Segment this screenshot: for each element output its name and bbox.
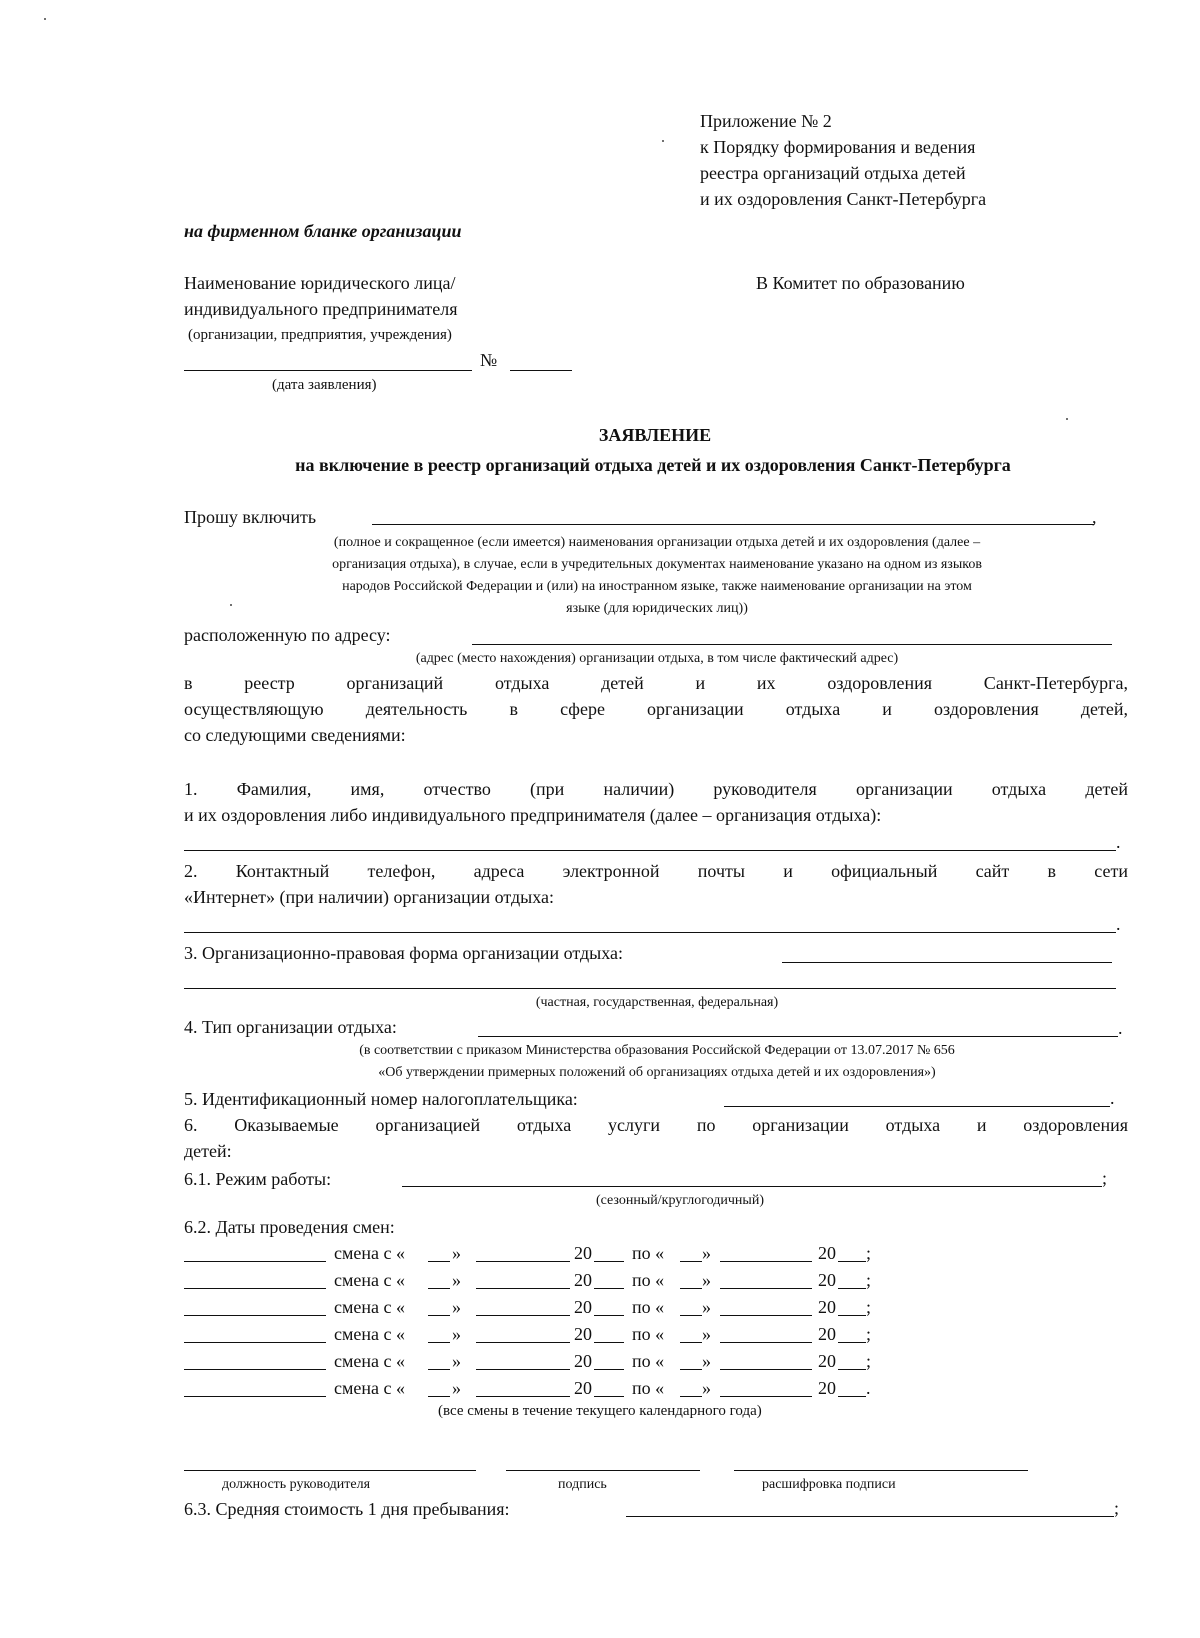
shift-end-year-line bbox=[838, 1342, 866, 1343]
item-6-3-label: 6.3. Средняя стоимость 1 дня пребывания: bbox=[184, 1499, 510, 1519]
scan-speck bbox=[44, 18, 46, 20]
item-6-1-semicolon: ; bbox=[1102, 1168, 1108, 1188]
item-4-label: 4. Тип организации отдыха: bbox=[184, 1017, 397, 1037]
shift-end-year-line bbox=[838, 1369, 866, 1370]
shift-name-line bbox=[184, 1315, 326, 1316]
shift-end-punct: ; bbox=[866, 1243, 872, 1263]
shift-start-month-line bbox=[476, 1369, 570, 1370]
shift-start-year: 20 bbox=[574, 1297, 592, 1317]
shift-to-label: по « bbox=[632, 1351, 665, 1371]
number-sign: № bbox=[480, 350, 498, 370]
shift-caption: (все смены в течение текущего календарного года) bbox=[438, 1403, 762, 1419]
shift-quote-close: » bbox=[702, 1270, 711, 1290]
item-5-field-line bbox=[724, 1106, 1110, 1107]
item-1-line-1: 1. Фамилия, имя, отчество (при наличии) руководителя организации отдыха детей bbox=[184, 779, 1128, 799]
date-caption: (дата заявления) bbox=[272, 377, 377, 393]
address-lead: расположенную по адресу: bbox=[184, 625, 391, 645]
number-field-line bbox=[510, 370, 572, 371]
item-6-line-2: детей: bbox=[184, 1141, 232, 1161]
shift-start-year-line bbox=[594, 1342, 624, 1343]
shift-from-label: смена с « bbox=[334, 1270, 405, 1290]
shift-quote-close: » bbox=[452, 1270, 461, 1290]
item-3-field-line-1 bbox=[782, 962, 1112, 963]
shift-end-month-line bbox=[720, 1396, 812, 1397]
signature-caption: подпись bbox=[558, 1477, 607, 1492]
item-4-field-line bbox=[478, 1036, 1118, 1037]
decode-caption: расшифровка подписи bbox=[762, 1477, 896, 1492]
shift-end-month-line bbox=[720, 1342, 812, 1343]
item-6-3-field-line bbox=[626, 1516, 1114, 1517]
shift-name-line bbox=[184, 1396, 326, 1397]
shift-start-month-line bbox=[476, 1396, 570, 1397]
item-2-period: . bbox=[1116, 914, 1121, 934]
request-note-4: языке (для юридических лиц)) bbox=[566, 601, 748, 616]
shift-end-year-line bbox=[838, 1396, 866, 1397]
annex-line-1: Приложение № 2 bbox=[700, 111, 832, 131]
annex-line-4: и их оздоровления Санкт-Петербурга bbox=[700, 189, 987, 209]
scan-speck bbox=[662, 140, 664, 142]
request-comma: , bbox=[1092, 507, 1097, 527]
item-4-note-1: (в соответствии с приказом Министерства образования Российской Федерации от 13.07.2017 № 656 bbox=[359, 1043, 955, 1058]
shift-quote-close: » bbox=[452, 1324, 461, 1344]
shift-start-day-line bbox=[428, 1315, 450, 1316]
shift-start-day-line bbox=[428, 1369, 450, 1370]
item-2-line-1: 2. Контактный телефон, адреса электронной почты и официальный сайт в сети bbox=[184, 861, 1128, 881]
date-field-line bbox=[184, 370, 472, 371]
decode-line bbox=[734, 1470, 1028, 1471]
shift-from-label: смена с « bbox=[334, 1378, 405, 1398]
shift-end-day-line bbox=[680, 1396, 702, 1397]
shift-quote-close: » bbox=[702, 1378, 711, 1398]
shift-quote-close: » bbox=[702, 1297, 711, 1317]
letterhead-note: на фирменном бланке организации bbox=[184, 221, 462, 241]
shift-end-day-line bbox=[680, 1315, 702, 1316]
shift-start-day-line bbox=[428, 1288, 450, 1289]
position-line bbox=[184, 1470, 476, 1471]
shift-end-day-line bbox=[680, 1288, 702, 1289]
shift-start-year-line bbox=[594, 1315, 624, 1316]
item-2-field-line bbox=[184, 932, 1116, 933]
shift-start-year-line bbox=[594, 1396, 624, 1397]
addressee: В Комитет по образованию bbox=[756, 273, 965, 293]
item-5-label: 5. Идентификационный номер налогоплательщика: bbox=[184, 1089, 578, 1109]
applicant-line-2: индивидуального предпринимателя bbox=[184, 299, 458, 319]
shift-end-year-line bbox=[838, 1261, 866, 1262]
shift-end-year-line bbox=[838, 1288, 866, 1289]
shift-start-month-line bbox=[476, 1261, 570, 1262]
item-6-3-semicolon: ; bbox=[1114, 1498, 1120, 1518]
item-5-period: . bbox=[1110, 1088, 1115, 1108]
shift-end-year: 20 bbox=[818, 1270, 836, 1290]
signature-line bbox=[506, 1470, 700, 1471]
shift-start-year-line bbox=[594, 1288, 624, 1289]
item-3-label: 3. Организационно-правовая форма организации отдыха: bbox=[184, 943, 623, 963]
shift-end-year: 20 bbox=[818, 1243, 836, 1263]
shift-start-year: 20 bbox=[574, 1378, 592, 1398]
shift-start-year: 20 bbox=[574, 1270, 592, 1290]
shift-quote-close: » bbox=[452, 1378, 461, 1398]
shift-to-label: по « bbox=[632, 1324, 665, 1344]
shift-name-line bbox=[184, 1288, 326, 1289]
shift-end-year-line bbox=[838, 1315, 866, 1316]
shift-start-year-line bbox=[594, 1369, 624, 1370]
shift-start-year: 20 bbox=[574, 1351, 592, 1371]
position-caption: должность руководителя bbox=[222, 1477, 371, 1492]
shift-end-punct: ; bbox=[866, 1297, 872, 1317]
request-lead: Прошу включить bbox=[184, 507, 317, 527]
item-3-field-line-2 bbox=[184, 988, 1116, 989]
item-6-1-label: 6.1. Режим работы: bbox=[184, 1169, 332, 1189]
shift-quote-close: » bbox=[702, 1324, 711, 1344]
shift-start-month-line bbox=[476, 1288, 570, 1289]
org-name-line bbox=[372, 524, 1094, 525]
shift-to-label: по « bbox=[632, 1270, 665, 1290]
shift-name-line bbox=[184, 1342, 326, 1343]
shift-end-day-line bbox=[680, 1261, 702, 1262]
shift-from-label: смена с « bbox=[334, 1324, 405, 1344]
request-note-2: организация отдыха), в случае, если в учредительных документах наименование указано на одном из языков bbox=[332, 557, 982, 572]
scan-speck bbox=[230, 604, 232, 606]
item-1-field-line bbox=[184, 850, 1116, 851]
shift-name-line bbox=[184, 1261, 326, 1262]
shift-start-month-line bbox=[476, 1315, 570, 1316]
shift-to-label: по « bbox=[632, 1297, 665, 1317]
item-4-note-2: «Об утверждении примерных положений об организациях отдыха детей и их оздоровления») bbox=[378, 1065, 936, 1080]
shift-from-label: смена с « bbox=[334, 1297, 405, 1317]
shift-start-year: 20 bbox=[574, 1324, 592, 1344]
shift-quote-close: » bbox=[452, 1297, 461, 1317]
shift-end-month-line bbox=[720, 1369, 812, 1370]
shift-end-year: 20 bbox=[818, 1324, 836, 1344]
shift-quote-close: » bbox=[452, 1351, 461, 1371]
shift-start-year: 20 bbox=[574, 1243, 592, 1263]
item-2-line-2: «Интернет» (при наличии) организации отдыха: bbox=[184, 887, 554, 907]
shift-to-label: по « bbox=[632, 1243, 665, 1263]
shift-end-year: 20 bbox=[818, 1351, 836, 1371]
shift-quote-close: » bbox=[452, 1243, 461, 1263]
item-6-1-caption: (сезонный/круглогодичный) bbox=[596, 1193, 764, 1208]
shift-from-label: смена с « bbox=[334, 1351, 405, 1371]
shift-end-punct: ; bbox=[866, 1351, 872, 1371]
item-6-1-field-line bbox=[402, 1186, 1102, 1187]
request-body-3: со следующими сведениями: bbox=[184, 725, 406, 745]
shift-end-month-line bbox=[720, 1288, 812, 1289]
request-body-2: осуществляющую деятельность в сфере организации отдыха и оздоровления детей, bbox=[184, 699, 1128, 719]
shift-end-punct: ; bbox=[866, 1270, 872, 1290]
annex-line-2: к Порядку формирования и ведения bbox=[700, 137, 976, 157]
shift-start-year-line bbox=[594, 1261, 624, 1262]
shift-from-label: смена с « bbox=[334, 1243, 405, 1263]
applicant-line-1: Наименование юридического лица/ bbox=[184, 273, 456, 293]
shift-end-day-line bbox=[680, 1369, 702, 1370]
shift-end-month-line bbox=[720, 1261, 812, 1262]
shift-start-month-line bbox=[476, 1342, 570, 1343]
annex-line-3: реестра организаций отдыха детей bbox=[700, 163, 966, 183]
request-body-1: в реестр организаций отдыха детей и их оздоровления Санкт-Петербурга, bbox=[184, 673, 1128, 693]
shift-quote-close: » bbox=[702, 1243, 711, 1263]
shift-quote-close: » bbox=[702, 1351, 711, 1371]
scan-speck bbox=[1066, 418, 1068, 420]
shift-start-day-line bbox=[428, 1396, 450, 1397]
item-6-line-1: 6. Оказываемые организацией отдыха услуги по организации отдыха и оздоровления bbox=[184, 1115, 1128, 1135]
item-1-line-2: и их оздоровления либо индивидуального предпринимателя (далее – организация отдыха): bbox=[184, 805, 882, 825]
shift-end-year: 20 bbox=[818, 1297, 836, 1317]
item-1-period: . bbox=[1116, 832, 1121, 852]
item-3-caption: (частная, государственная, федеральная) bbox=[535, 995, 779, 1010]
address-caption: (адрес (место нахождения) организации отдыха, в том числе фактический адрес) bbox=[415, 651, 899, 666]
shift-end-month-line bbox=[720, 1315, 812, 1316]
request-note-3: народов Российской Федерации и (или) на иностранном языке, также наименование организации на этом bbox=[342, 579, 972, 594]
request-note-1: (полное и сокращенное (если имеется) наименования организации отдыха детей и их оздоровления (далее – bbox=[333, 535, 981, 550]
shift-end-year: 20 bbox=[818, 1378, 836, 1398]
shift-end-day-line bbox=[680, 1342, 702, 1343]
shift-end-punct: ; bbox=[866, 1324, 872, 1344]
applicant-sub: (организации, предприятия, учреждения) bbox=[188, 327, 452, 343]
address-line bbox=[472, 644, 1112, 645]
page-title: ЗАЯВЛЕНИЕ bbox=[598, 425, 712, 445]
shift-name-line bbox=[184, 1369, 326, 1370]
item-6-2-label: 6.2. Даты проведения смен: bbox=[184, 1217, 395, 1237]
shift-to-label: по « bbox=[632, 1378, 665, 1398]
shift-end-punct: . bbox=[866, 1378, 871, 1398]
shift-start-day-line bbox=[428, 1342, 450, 1343]
shift-start-day-line bbox=[428, 1261, 450, 1262]
page-subtitle: на включение в реестр организаций отдыха детей и их оздоровления Санкт-Петербурга bbox=[295, 455, 1011, 475]
item-4-period: . bbox=[1118, 1018, 1123, 1038]
